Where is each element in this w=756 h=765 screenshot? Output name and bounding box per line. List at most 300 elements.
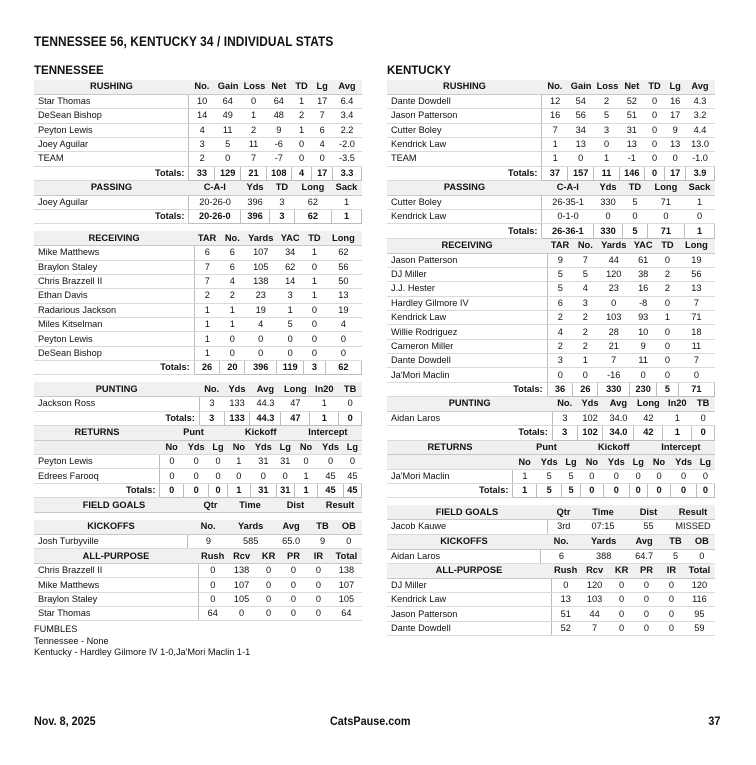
totals-label: Totals: <box>34 166 189 180</box>
section-header <box>387 505 715 519</box>
column-header: Total <box>331 549 362 563</box>
stat-value: 19 <box>325 303 361 317</box>
column-header: Lg <box>209 440 227 454</box>
stat-value: 0 <box>318 455 344 469</box>
stat-value: 0 <box>551 578 580 592</box>
column-header: Yds <box>183 440 209 454</box>
table-row <box>34 123 362 137</box>
stat-value: 0 <box>623 210 648 224</box>
section-header <box>387 564 715 578</box>
stat-value: 0 <box>304 303 326 317</box>
totals-row <box>34 361 362 375</box>
team-name: TENNESSEE <box>34 65 104 77</box>
stat-value: 3 <box>277 289 304 303</box>
stat-value: 31 <box>276 455 294 469</box>
totals-value: 3.9 <box>686 166 715 180</box>
totals-value: 330 <box>594 224 623 238</box>
stat-value: 0 <box>215 152 241 166</box>
player-name: DJ Miller <box>387 578 551 592</box>
stat-value: 0 <box>659 607 684 621</box>
stat-value: 0 <box>276 469 294 483</box>
stat-value: 14 <box>189 109 215 123</box>
stat-value: 13 <box>551 593 580 607</box>
tennessee-column <box>34 62 362 659</box>
stat-value: 0 <box>343 455 361 469</box>
stat-value: 42 <box>634 411 663 425</box>
page-title: TENNESSEE 56, KENTUCKY 34 / INDIVIDUAL STATS <box>34 34 334 49</box>
column-header: No. <box>542 80 568 94</box>
stat-value: 0 <box>241 94 267 108</box>
column-header: Lg <box>343 440 361 454</box>
stat-value: 19 <box>245 303 277 317</box>
stat-value: 11 <box>241 137 267 151</box>
stat-value: 4 <box>189 123 215 137</box>
section-gap <box>34 375 362 382</box>
stat-value: 2 <box>657 282 679 296</box>
section-header <box>387 80 715 94</box>
stat-value: 0 <box>659 621 684 635</box>
stat-value: 9 <box>188 534 228 548</box>
column-header: No. <box>189 80 215 94</box>
stat-value: 6 <box>220 246 245 260</box>
stat-value: 107 <box>331 578 362 592</box>
player-name: Peyton Lewis <box>34 332 194 346</box>
stat-value: 1 <box>573 354 598 368</box>
column-header: Time <box>580 505 626 519</box>
stat-value: 5 <box>623 195 648 209</box>
stat-value: 71 <box>678 311 714 325</box>
stat-value: 31 <box>619 123 644 137</box>
player-name: Cutter Boley <box>387 195 542 209</box>
stat-value: -7 <box>266 152 291 166</box>
column-header: Net <box>619 80 644 94</box>
column-header: Avg <box>273 520 309 534</box>
stat-value: 16 <box>630 282 657 296</box>
player-name: Peyton Lewis <box>34 123 189 137</box>
return-group-label: Kickoff <box>227 426 294 440</box>
column-header: Yds <box>241 181 270 195</box>
column-header: Rush <box>198 549 227 563</box>
stat-value: 105 <box>331 592 362 606</box>
player-name: Cameron Miller <box>387 339 547 353</box>
stat-value: 1 <box>220 303 245 317</box>
stat-value: 20-26-0 <box>189 195 241 209</box>
stat-value: 49 <box>215 109 241 123</box>
section-gap <box>34 224 362 231</box>
stat-value: 5 <box>277 318 304 332</box>
stat-value: -6 <box>266 137 291 151</box>
punting-table <box>387 397 715 441</box>
column-header: No <box>647 455 670 469</box>
totals-value: 34.0 <box>603 426 634 440</box>
stat-value: 0 <box>659 593 684 607</box>
stat-value: 7 <box>312 109 333 123</box>
stat-value: 330 <box>594 195 623 209</box>
stat-value: 0 <box>568 152 594 166</box>
stat-value: 07:15 <box>580 520 626 534</box>
player-name: Mike Matthews <box>34 578 198 592</box>
stat-value: 0 <box>304 346 326 360</box>
player-name: J.J. Hester <box>387 282 547 296</box>
table-row <box>387 267 715 281</box>
stat-value: 1 <box>241 109 267 123</box>
passing-table <box>387 181 715 239</box>
player-name: TEAM <box>34 152 189 166</box>
section-header <box>387 397 715 411</box>
stat-value: 2 <box>547 339 573 353</box>
totals-value: 36 <box>547 382 573 396</box>
stat-value: 0 <box>609 621 634 635</box>
stat-value: 61 <box>630 253 657 267</box>
column-header: Net <box>266 80 291 94</box>
totals-value: 26 <box>194 361 220 375</box>
column-header: Loss <box>241 80 267 94</box>
stat-value: 0 <box>657 368 679 382</box>
stat-value: 103 <box>580 593 609 607</box>
column-header: Yds <box>251 440 277 454</box>
column-header: Long <box>325 231 361 245</box>
table-row <box>34 332 362 346</box>
stat-value: 6 <box>541 549 581 563</box>
stat-value: 0 <box>227 607 256 621</box>
stat-value: 51 <box>619 109 644 123</box>
table-row <box>387 325 715 339</box>
column-header: Long <box>281 382 310 396</box>
field-goals-table <box>387 505 715 534</box>
column-header: Lg <box>629 455 647 469</box>
column-header: TB <box>309 520 335 534</box>
totals-value: 0 <box>647 484 670 498</box>
stat-value: 1 <box>542 152 568 166</box>
stat-value: 0 <box>325 346 361 360</box>
column-header: C-A-I <box>542 181 594 195</box>
receiving-table <box>34 231 362 375</box>
stat-value: 0 <box>245 346 277 360</box>
stat-value: 0 <box>160 455 183 469</box>
stat-value: 3 <box>573 296 598 310</box>
section-title: KICKOFFS <box>34 520 188 534</box>
player-name: Jason Patterson <box>387 253 547 267</box>
totals-label: Totals: <box>387 382 547 396</box>
stat-value: 0 <box>256 592 281 606</box>
totals-value: 108 <box>266 166 291 180</box>
return-group-label: Punt <box>513 441 580 455</box>
stat-value: 0 <box>209 455 227 469</box>
stat-value: 1 <box>513 469 536 483</box>
stat-value: 1 <box>304 274 326 288</box>
totals-row <box>387 484 715 498</box>
player-name: Joey Aguilar <box>34 195 189 209</box>
stat-value: 21 <box>598 339 630 353</box>
tennessee-sections <box>34 80 362 621</box>
stat-value: 34 <box>277 246 304 260</box>
player-name: Ja'Mori Maclin <box>387 469 513 483</box>
totals-row <box>34 483 362 497</box>
column-header: No <box>513 455 536 469</box>
table-row <box>387 339 715 353</box>
stat-value: 1 <box>663 411 692 425</box>
column-header: Sack <box>685 181 715 195</box>
stat-value: 0 <box>281 607 306 621</box>
stat-value: 0 <box>634 578 659 592</box>
stat-value: 0 <box>644 123 665 137</box>
totals-value: 47 <box>281 411 310 425</box>
table-row <box>34 274 362 288</box>
stat-value: 103 <box>598 311 630 325</box>
section-title: RUSHING <box>387 80 542 94</box>
column-header: TD <box>657 239 679 253</box>
all-purpose-table <box>34 549 362 621</box>
stat-value: 0 <box>281 564 306 578</box>
column-header: Rcv <box>227 549 256 563</box>
totals-label: Totals: <box>387 166 542 180</box>
column-header: TD <box>623 181 648 195</box>
stat-value: 10 <box>189 94 215 108</box>
totals-label: Totals: <box>387 224 542 238</box>
stat-value: 2 <box>241 123 267 137</box>
stat-value: 2 <box>594 94 620 108</box>
stat-value: 0 <box>657 339 679 353</box>
totals-value: 20-26-0 <box>189 210 241 224</box>
stat-value: 1 <box>332 195 362 209</box>
stat-value: 28 <box>598 325 630 339</box>
totals-value: 31 <box>276 483 294 497</box>
table-row <box>34 152 362 166</box>
table-row <box>387 152 715 166</box>
return-group-label: Kickoff <box>580 441 647 455</box>
stat-value: 71 <box>647 195 684 209</box>
column-header: Result <box>318 498 362 512</box>
totals-value: 0 <box>644 166 665 180</box>
stat-value: 0 <box>644 152 665 166</box>
stat-value: 5 <box>547 282 573 296</box>
stat-value: 0 <box>227 469 250 483</box>
stat-value: 0 <box>609 607 634 621</box>
table-row <box>387 210 715 224</box>
totals-value: 129 <box>215 166 241 180</box>
stat-value: 54 <box>568 94 594 108</box>
column-header: Dist <box>626 505 671 519</box>
column-header: Lg <box>696 455 714 469</box>
column-header: Avg <box>686 80 715 94</box>
stat-value: 0 <box>256 564 281 578</box>
stat-value: -1.0 <box>686 152 715 166</box>
stat-value: 1 <box>657 311 679 325</box>
stat-value: 16 <box>665 94 686 108</box>
section-title: KICKOFFS <box>387 535 541 549</box>
section-header <box>34 549 362 563</box>
fumbles-notes <box>34 624 362 659</box>
stat-value: 9 <box>547 253 573 267</box>
totals-label: Totals: <box>34 361 194 375</box>
player-name: TEAM <box>387 152 542 166</box>
stat-value: 3 <box>189 137 215 151</box>
column-header: YAC <box>277 231 304 245</box>
stat-value: 4 <box>573 282 598 296</box>
fumbles-line: Tennessee - None <box>34 635 109 646</box>
column-header: TAR <box>194 231 220 245</box>
stat-value: 0 <box>304 318 326 332</box>
player-name: Aidan Laros <box>387 411 552 425</box>
totals-value: 330 <box>598 382 630 396</box>
column-header: No. <box>188 520 228 534</box>
stat-value: 0 <box>304 260 326 274</box>
stat-value: 1 <box>194 346 220 360</box>
stat-value: 93 <box>630 311 657 325</box>
stat-value: 0 <box>312 152 333 166</box>
player-name: Ethan Davis <box>34 289 194 303</box>
stat-value: 0 <box>291 152 312 166</box>
stat-value: 388 <box>581 549 626 563</box>
stat-value: 0 <box>304 332 326 346</box>
column-header: Yards <box>245 231 277 245</box>
stat-value: 5 <box>536 469 562 483</box>
stat-value: 3 <box>547 354 573 368</box>
stat-value: 120 <box>598 267 630 281</box>
totals-value: 42 <box>634 426 663 440</box>
totals-value: 133 <box>224 411 250 425</box>
column-header: Yds <box>577 397 603 411</box>
stat-value: 4 <box>245 318 277 332</box>
stat-value: 3.2 <box>686 109 715 123</box>
section-header <box>387 181 715 195</box>
table-row <box>34 260 362 274</box>
totals-value: 17 <box>665 166 686 180</box>
player-name: Star Thomas <box>34 94 189 108</box>
totals-value: 62 <box>294 210 331 224</box>
totals-value: 396 <box>245 361 277 375</box>
totals-label: Totals: <box>387 426 552 440</box>
column-header: Lg <box>665 80 686 94</box>
stat-value: 44 <box>580 607 609 621</box>
stat-value: 64 <box>215 94 241 108</box>
stat-value: 0 <box>198 592 227 606</box>
section-header <box>387 239 715 253</box>
stat-value: 95 <box>684 607 715 621</box>
stat-value: 0 <box>629 469 647 483</box>
stat-value: 56 <box>568 109 594 123</box>
stat-value: 107 <box>245 246 277 260</box>
player-name: Kendrick Law <box>387 593 551 607</box>
stat-value: 44.3 <box>250 397 281 411</box>
stat-value: 5 <box>594 109 620 123</box>
totals-value: 45 <box>318 483 344 497</box>
table-row <box>34 303 362 317</box>
stat-value: 0 <box>294 455 317 469</box>
table-row <box>387 253 715 267</box>
column-header: IR <box>306 549 331 563</box>
player-name: Star Thomas <box>34 607 198 621</box>
column-header: Gain <box>215 80 241 94</box>
table-row <box>387 137 715 151</box>
totals-value: 0 <box>604 484 630 498</box>
stat-value: 0 <box>183 469 209 483</box>
totals-value: 5 <box>536 484 562 498</box>
passing-table <box>34 181 362 225</box>
column-header: Yards <box>598 239 630 253</box>
stat-value: 6 <box>547 296 573 310</box>
section-title: RETURNS <box>34 426 160 440</box>
stat-value: 4 <box>547 325 573 339</box>
stat-value: 1 <box>291 94 312 108</box>
returns-group-header <box>34 426 362 440</box>
stat-value: 0 <box>678 368 714 382</box>
column-header: Long <box>634 397 663 411</box>
stat-value: 0 <box>198 578 227 592</box>
stat-value: 1 <box>542 137 568 151</box>
column-header: TAR <box>547 239 573 253</box>
table-row <box>34 578 362 592</box>
stat-value: 7 <box>678 296 714 310</box>
player-name: Jackson Ross <box>34 397 199 411</box>
stat-value: 0 <box>183 455 209 469</box>
column-header: TD <box>270 181 295 195</box>
stat-value: 0 <box>665 152 686 166</box>
table-row <box>387 109 715 123</box>
stat-value: 0 <box>220 346 245 360</box>
stat-value: 0 <box>251 469 277 483</box>
column-header: Yds <box>536 455 562 469</box>
stat-value: 0 <box>580 469 603 483</box>
section-header <box>34 520 362 534</box>
stat-value: 13.0 <box>686 137 715 151</box>
stat-value: 0 <box>256 607 281 621</box>
stat-value: 38 <box>630 267 657 281</box>
column-header: Qtr <box>194 498 227 512</box>
column-header: PR <box>281 549 306 563</box>
stat-value: 45 <box>318 469 344 483</box>
totals-row <box>387 426 715 440</box>
stat-value: 1 <box>227 455 250 469</box>
stat-value: 0 <box>692 411 715 425</box>
stat-value: 0 <box>339 397 362 411</box>
team-name: KENTUCKY <box>387 65 451 77</box>
column-header: Loss <box>594 80 620 94</box>
stat-value: 48 <box>266 109 291 123</box>
column-header: Yds <box>671 455 697 469</box>
totals-row <box>34 210 362 224</box>
returns-column-header <box>387 455 715 469</box>
stat-value: 13 <box>678 282 714 296</box>
kentucky-column <box>387 62 715 636</box>
stat-value: 1 <box>194 303 220 317</box>
stat-value: 0 <box>598 296 630 310</box>
player-name: Radarious Jackson <box>34 303 194 317</box>
stat-value: 0 <box>306 607 331 621</box>
stat-value: 0 <box>696 469 714 483</box>
stat-value: 1 <box>291 123 312 137</box>
player-name: Dante Dowdell <box>387 621 551 635</box>
table-row <box>34 137 362 151</box>
column-header: In20 <box>310 382 339 396</box>
table-row <box>387 469 715 483</box>
totals-value: 1 <box>310 411 339 425</box>
stat-value: 2 <box>220 289 245 303</box>
totals-value: 1 <box>227 483 250 497</box>
table-row <box>34 289 362 303</box>
player-name: Willie Rodriguez <box>387 325 547 339</box>
stat-value: 4 <box>325 318 361 332</box>
column-header: Yds <box>594 181 623 195</box>
totals-value: 11 <box>594 166 620 180</box>
stat-value: 1 <box>594 152 620 166</box>
column-header: Lg <box>312 80 333 94</box>
totals-value: 0 <box>209 483 227 497</box>
totals-value: 45 <box>343 483 361 497</box>
stat-value: 16 <box>542 109 568 123</box>
column-header: Avg <box>626 535 662 549</box>
player-name: Kendrick Law <box>387 210 542 224</box>
